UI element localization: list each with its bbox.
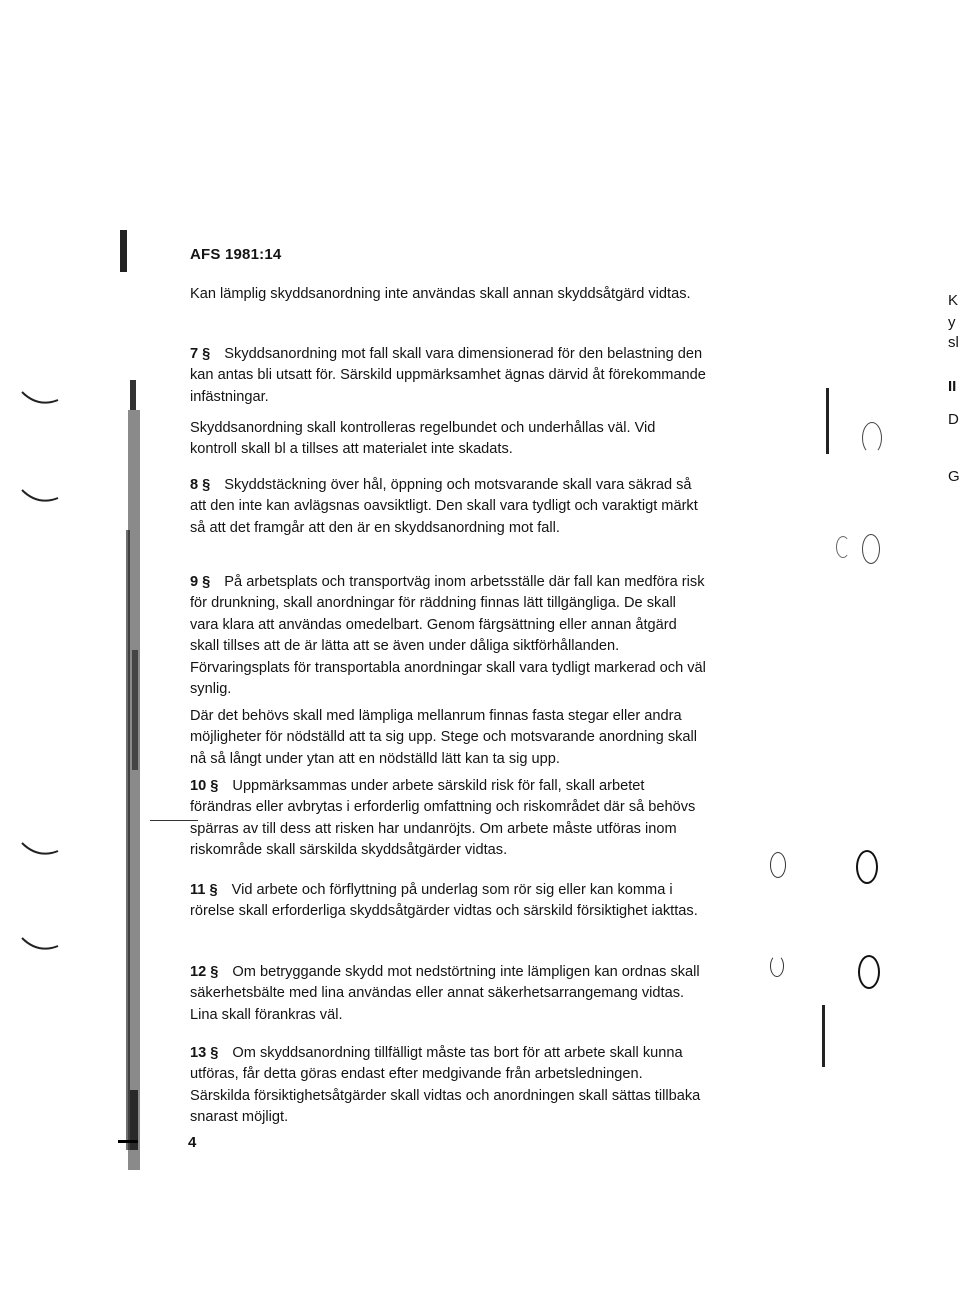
- paragraph-text: Vid arbete och förflyttning på underlag som rör sig eller kan komma i rörelse skall erforderliga skyddsåtgärder vidtas och särskild försiktighet iakttas.: [190, 882, 698, 920]
- paragraph-text: Där det behövs skall med lämpliga mellanrum finnas fasta stegar eller andra möjligheter för nödställd att ta sig upp. Stege och motsvarande anordning skall nå så långt under ytan att en nödställd lätt kan ta sig upp.: [190, 708, 698, 767]
- section-number: 10 §: [190, 778, 219, 794]
- paragraph-11: [190, 880, 706, 923]
- page-number: 4: [188, 1134, 197, 1151]
- paragraph-text: Skyddsanordning mot fall skall vara dimensionerad för den belastning den kan antas bli utsatt för. Särskild uppmärksamhet ägnas därvid åt förekommande infästningar.: [190, 346, 706, 405]
- binder-hole: [770, 852, 786, 878]
- paragraph-text: På arbetsplats och transportväg inom arbetsställe där fall kan medföra risk för drunkning, skall anordningar för räddning finnas lätt tillgängliga. De skall vara klara att användas omedelbart. Genom färgsättning eller annan åtgärd skall tillses att de är lätta att se även under dåliga siktförhållanden. Förvaringsplats för transportabla anordningar skall vara tydligt markerad och väl synlig.: [190, 574, 706, 698]
- binder-hole: [862, 422, 882, 454]
- section-number: 8 §: [190, 477, 211, 493]
- paragraph-9: [190, 572, 706, 700]
- edge-fragment: II: [948, 378, 957, 395]
- paragraph-text: Om betryggande skydd mot nedstörtning inte lämpligen kan ordnas skall säkerhetsbälte med lina användas eller annat säkerhetsarrangemang vidtas. Lina skall förankras väl.: [190, 964, 700, 1023]
- paragraph-text: Skyddsanordning skall kontrolleras regelbundet och underhållas väl. Vid kontroll skall bl a tillses att materialet inte skadats.: [190, 420, 656, 458]
- paragraph: [190, 418, 706, 461]
- paragraph-8: [190, 475, 706, 539]
- binder-bar: [826, 388, 829, 454]
- binder-hole: [862, 534, 880, 564]
- binder-bar: [822, 1005, 825, 1067]
- section-number: 7 §: [190, 346, 211, 362]
- scan-line: [150, 820, 198, 821]
- paragraph-text: Uppmärksammas under arbete särskild risk för fall, skall arbetet förändras eller avbrytas i erforderlig omfattning och riskområdet där så behövs spärras av till dess att risken har undanröjts. Om arbete måste utföras inom riskområde skall särskilda skyddsåtgärder vidtas.: [190, 778, 696, 859]
- paragraph-13: [190, 1043, 706, 1129]
- paragraph: [190, 284, 706, 305]
- paragraph-12: [190, 962, 706, 1026]
- section-number: 9 §: [190, 574, 211, 590]
- paragraph-text: Skyddstäckning över hål, öppning och motsvarande skall vara säkrad så att den inte kan avlägsnas oavsiktligt. Den skall vara tydligt och varaktigt märkt så att det framgår att den är en skyddsanordning mot fall.: [190, 477, 698, 536]
- binder-hole: [856, 850, 878, 884]
- edge-fragment: K: [948, 292, 959, 309]
- binder-hole: [836, 536, 850, 558]
- section-number: 11 §: [190, 882, 218, 898]
- paragraph-text: Kan lämplig skyddsanordning inte användas skall annan skyddsåtgärd vidtas.: [190, 286, 691, 302]
- section-number: 13 §: [190, 1045, 219, 1061]
- paragraph-text: Om skyddsanordning tillfälligt måste tas bort för att arbete skall kunna utföras, får detta göras endast efter medgivande från arbetsledningen. Särskilda försiktighetsåtgärder skall vidtas och anordningen skall sättas tillbaka snarast möjligt.: [190, 1045, 701, 1126]
- left-edge-marks: [0, 0, 80, 1305]
- edge-fragment: D: [948, 411, 959, 428]
- binder-hole: [858, 955, 880, 989]
- paragraph-7: [190, 344, 706, 408]
- edge-fragment: sl: [948, 334, 959, 351]
- edge-fragment: G: [948, 468, 960, 485]
- document-code: AFS 1981:14: [190, 246, 282, 263]
- paragraph-10: [190, 776, 706, 862]
- binder-hole: [770, 955, 784, 977]
- paragraph: [190, 706, 706, 770]
- binding-strip: [118, 230, 148, 1190]
- edge-fragment: y: [948, 314, 956, 331]
- section-number: 12 §: [190, 964, 219, 980]
